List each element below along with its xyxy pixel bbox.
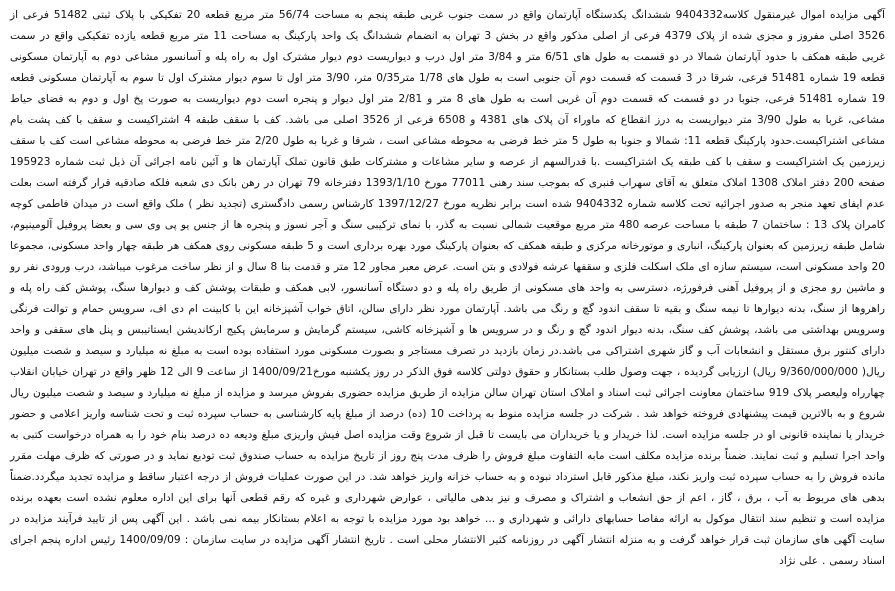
auction-notice-text: آگهی مزایده اموال غیرمنقول کلاسه9404332 ششدانگ یکدستگاه آپارتمان واقع در سمت جنوب غربی طبقه پنجم به مساحت 56/74 متر مربع قطعه 20 تفکیکی با پلاک ثبتی 51482 فرعی از 3526 اصلی مفروز و مجزی شده از پلاک 4379 فرعی از اصلی مذکور واقع در بخش 3 تهران به انضمام ششدانگ یک واحد پارکینگ به مساحت 11 متر مربع قطعه یازده تفکیکی واقع در سمت غربی طبقه همکف با حدود آپارتمان شمالا در دو قسمت به طول های 6/51 متر و 3/84 متر اول درب و دیواریست دوم دیوار مشترک اول به راه پله و آسانسور مشاعی دوم به آپارتمان مسکونی قطعه 19 شماره 51481 فرعی، شرقا در 3 قسمت که قسمت دوم آن جنوبی است به طول های 1/78 متر0/35 متر، 3/90 متر اول تا سوم دیوار مشترک اول تا سوم به آپارتمان مسکونی قطعه 19 شماره 51481 فرعی، جنوبا در دو قسمت که قسمت دوم آن غربی است به طول های 8 متر و 2/81 متر اول دیوار و پنجره است دوم دیواریست به صورت پخ اول و دوم به فضای حیاط مشاعی، غربا به طول 3/90 متر دیواریست به درز انقطاع که ماوراء آن پلاک های 4381 و 6508 فرعی از 3526 اصلی می باشد. کف با سقف طبقه 4 اشتراکیست و سقف با کف پشت بام مشاعی اشتراکیست.حدود پارکینگ قطعه 11: شمالا و جنوبا به طول 5 متر خط فرضی به محوطه مشاعی است ، شرقا و غربا به طول 2/20 متر خط فرضی به محوطه مشاعی است کف با سقف زیرزمین یک اشتراکیست و سقف با کف طبقه یک اشتراکیست .با قدرالسهم از عرصه و سایر مشاعات و مشترکات طبق قانون تملک آپارتمان ها و آئین نامه اجرائی آن ذیل ثبت شماره 195923 صفحه 200 دفتر املاک 1308 املاک متعلق به آقای سهراب قنبری که بموجب سند رهنی 77011 مورخ 1393/1/10 دفترخانه 79 تهران در رهن بانک دی شعبه فلکه صادقیه قرار گرفته است بعلت عدم ایفای تعهد منجر به صدور اجرائیه تحت کلاسه شماره 9404332 شده است برابر نظریه مورخ 1397/12/27 کارشناس رسمی دادگستری (تجدید نظر ) ملک واقع است در میدان فاطمی کوچه کامران پلاک 13 : ساختمان 7 طبقه با مساحت عرصه 480 متر مربع موقعیت شمالی نسبت به گذر، با نمای ترکیبی سنگ و آجر نسوز و پنجره ها از جنس یو پی وی سی و بعضا پروفیل آلومینیوم، شامل طبقه زیرزمین که بعنوان پارکینگ، انباری و موتورخانه مرکزی و طبقه همکف که بعنوان پارکینگ مورد بهره برداری است و 5 طبقه مسکونی روی همکف هر طبقه چهار واحد مسکونی، مجموعا 20 واحد مسکونی است، سیستم سازه ای ملک اسکلت فلزی و سقفها عرشه فولادی و بتن است. عرض معبر مجاور 12 متر و قدمت بنا 8 سال و از نظر ساخت مرغوب میباشد، درب ورودی نفر رو و ماشین رو مجزی و از پروفیل آهنی فرفورژه، دسترسی به واحد های مسکونی از طریق راه پله و دو دستگاه آسانسور، لابی همکف و طبقات پوشش کف و دیوارها سنگ، پوشش کف راه پله و راهروها از سنگ، بدنه دیوارها تا نیمه سنگ و بقیه تا سقف اندود گچ و رنگ می باشد. آپارتمان مورد نظر دارای سالن، اتاق خواب آشپزخانه این با کابینت ام دی اف، سرویس حمام و توالت فرنگی وسرویس بهداشتی می باشد، پوشش کف سنگ، بدنه دیوار اندود گچ و رنگ و در سرویس ها و آشپزخانه کاشی، سیستم گرمایش و سرمایش پکیج ارکاندیشن ایستاتیبس و پنل های سقفی و واحد دارای کنتور برق مستقل و انشعابات آب و گاز شهری اشتراکی می باشد.در زمان بازدید در تصرف مستاجر و بصورت مسکونی مورد استفاده بوده است به مبلغ نه میلیارد و سیصد و شصت میلیون ریال( 9/360/000/000 ریال) ارزیابی گردیده ، جهت وصول طلب بستانکار و حقوق دولتی کلاسه فوق الذکر در روز یکشنبه مورخ1400/09/21 از ساعت 9 الی 12 ظهر واقع در تهران خیابان انقلاب چهارراه ولیعصر پلاک 919 ساختمان معاونت اجرائی ثبت اسناد و املاک استان تهران سالن مزایده از طریق مزایده حضوری بفروش میرسد و مزایده از مبلغ نه میلیارد و سیصد و شصت میلیون ریال شروع و به بالاترین قیمت پیشنهادی فروخته خواهد شد . شرکت در جلسه مزایده منوط به پرداخت 10 (ده) درصد از مبلغ پایه کارشناسی به حساب سپرده ثبت و تحت شناسه واریز اعلامی و حضور خریدار یا نماینده قانونی او در جلسه مزایده است. لذا خریدار و یا خریداران می بایست تا قبل از شروع وقت مزایده اصل فیش واریزی مبلغ ودیعه ده درصد بنام خود را به همراه درخواست کتبی به واحد اجرا تسلیم و ثبت نمایند. ضمناً برنده مزایده مکلف است مابه التفاوت مبلغ فروش را ظرف مدت پنج روز از تاریخ مزایده به حساب صندوق ثبت تودیع نماید و در صورتی که ظرف مهلت مقرر مانده فروش را به حساب سپرده ثبت واریز نکند، مبلغ مذکور قابل استرداد نبوده و به حساب خزانه واریز خواهد شد. در این صورت عملیات فروش از درجه اعتبار ساقط و مزایده تجدید میگردد.ضمناً بدهی های مربوط به آب ، برق ، گاز ، اعم از حق انشعاب و اشتراک و مصرف و نیز بدهی مالیاتی ، عوارض شهرداری و غیره که رقم قطعی آنها برای این اداره معلوم نشده است بعهده برنده مزایده است و تنظیم سند انتقال موکول به ارائه مفاصا حسابهای دارائی و شهرداری و ... خواهد بود مورد مزایده با توجه به اعلام بستانکار بیمه نمی باشد . این آگهی پس از تایید فرآیند مزایده در سایت آگهی های سازمان ثبت قرار خواهد گرفت و به منزله انتشار آگهی در روزنامه کثیر الانتشار محلی است . تاریخ انتشار آگهی مزایده در سایت سازمان : 1400/09/09 رئیس اداره پنجم اجرای اسناد رسمی . علی نژاد — [10, 9, 886, 567]
